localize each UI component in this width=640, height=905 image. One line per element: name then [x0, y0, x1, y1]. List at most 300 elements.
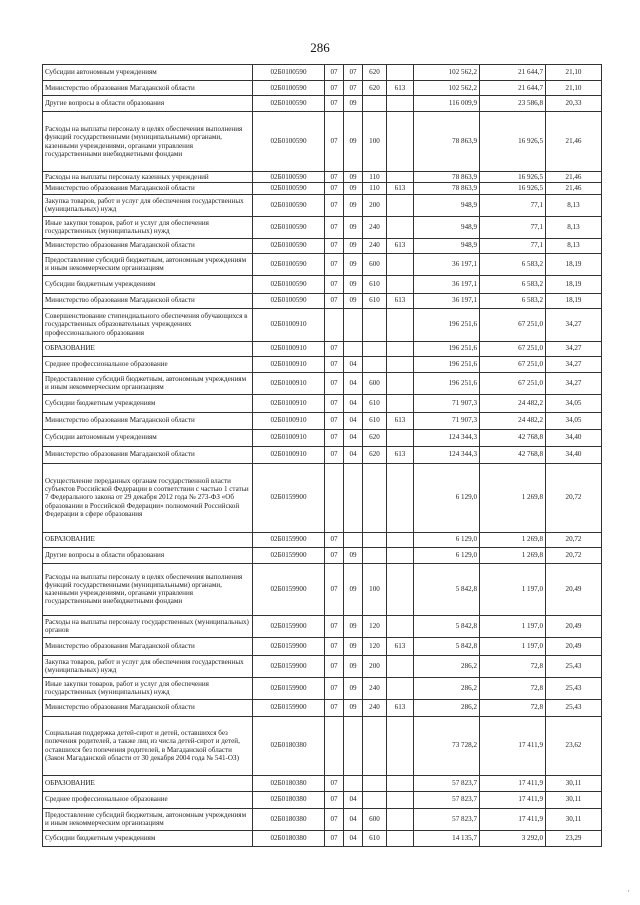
cell-subsection: 04 [344, 372, 363, 394]
cell-target-code: 02Б0100590 [253, 81, 325, 96]
cell-executed: 6 583,2 [480, 253, 546, 275]
cell-subsection [344, 775, 363, 791]
table-row [43, 341, 602, 356]
page-number: 286 [310, 40, 330, 55]
table-row [43, 183, 602, 194]
cell-subsection: 09 [344, 293, 363, 308]
cell-executed: 67 251,0 [480, 356, 546, 372]
cell-expense-type: 610 [363, 293, 387, 308]
cell-name: Среднее профессиональное образование [43, 791, 253, 808]
cell-section: 07 [325, 216, 344, 238]
cell-target-code: 02Б0180380 [253, 791, 325, 808]
table-row [43, 429, 602, 446]
cell-name: Субсидии бюджетным учреждениям [43, 394, 253, 412]
cell-admin-code [387, 275, 414, 293]
cell-percent: 20,33 [546, 96, 602, 112]
cell-subsection [344, 463, 363, 532]
cell-admin-code [387, 308, 414, 341]
cell-section: 07 [325, 532, 344, 547]
cell-name: Совершенствование стипендиального обеспечения обучающихся в государственных образовательных учреждениях профессионального образования [43, 308, 253, 341]
cell-expense-type: 610 [363, 394, 387, 412]
cell-name: Расходы на выплаты персоналу государственных (муниципальных) органов [43, 615, 253, 637]
cell-target-code: 02Б0100910 [253, 394, 325, 412]
table-row [43, 65, 602, 81]
cell-percent: 18,19 [546, 293, 602, 308]
cell-executed: 67 251,0 [480, 308, 546, 341]
cell-section: 07 [325, 96, 344, 112]
table-row [43, 532, 602, 547]
cell-planned: 286,2 [414, 677, 480, 699]
cell-section: 07 [325, 238, 344, 253]
table-row [43, 412, 602, 429]
cell-percent: 23,62 [546, 716, 602, 775]
cell-expense-type: 620 [363, 429, 387, 446]
cell-executed: 1 269,8 [480, 532, 546, 547]
cell-subsection: 04 [344, 412, 363, 429]
cell-executed: 77,1 [480, 238, 546, 253]
cell-name: Закупка товаров, работ и услуг для обеспечения государственных (муниципальных) нужд [43, 194, 253, 216]
cell-name: Субсидии бюджетным учреждениям [43, 830, 253, 846]
cell-expense-type: 610 [363, 830, 387, 846]
cell-target-code: 02Б0159900 [253, 532, 325, 547]
cell-expense-type [363, 341, 387, 356]
cell-expense-type [363, 96, 387, 112]
table-row [43, 615, 602, 637]
cell-expense-type: 240 [363, 677, 387, 699]
cell-target-code: 02Б0159900 [253, 699, 325, 716]
cell-section: 07 [325, 429, 344, 446]
cell-executed: 42 768,8 [480, 446, 546, 463]
cell-target-code: 02Б0180380 [253, 808, 325, 830]
cell-admin-code [387, 172, 414, 183]
cell-percent: 21,46 [546, 172, 602, 183]
cell-percent: 34,27 [546, 341, 602, 356]
cell-percent: 30,11 [546, 808, 602, 830]
cell-planned: 5 842,8 [414, 615, 480, 637]
cell-section: 07 [325, 699, 344, 716]
table-row [43, 194, 602, 216]
cell-planned: 948,9 [414, 216, 480, 238]
cell-executed: 17 411,9 [480, 716, 546, 775]
cell-name: ОБРАЗОВАНИЕ [43, 532, 253, 547]
cell-subsection: 09 [344, 615, 363, 637]
table-row [43, 356, 602, 372]
cell-section: 07 [325, 563, 344, 615]
cell-executed: 17 411,9 [480, 775, 546, 791]
cell-expense-type: 100 [363, 112, 387, 172]
table-row [43, 275, 602, 293]
cell-expense-type: 620 [363, 446, 387, 463]
cell-percent: 18,19 [546, 253, 602, 275]
cell-subsection: 04 [344, 394, 363, 412]
cell-section: 07 [325, 655, 344, 677]
cell-executed: 21 644,7 [480, 81, 546, 96]
cell-planned: 57 823,7 [414, 791, 480, 808]
cell-target-code: 02Б0100910 [253, 412, 325, 429]
cell-percent: 18,19 [546, 275, 602, 293]
cell-executed: 6 583,2 [480, 275, 546, 293]
cell-target-code: 02Б0159900 [253, 547, 325, 563]
cell-name: Расходы на выплаты персоналу в целях обеспечения выполнения функций государственными (муниципальными) органами, казенными учреждениями, органами управления государственными внебюджетными фондами [43, 112, 253, 172]
table-row [43, 216, 602, 238]
cell-target-code: 02Б0100910 [253, 446, 325, 463]
cell-name: Субсидии автономным учреждениям [43, 429, 253, 446]
table-row [43, 112, 602, 172]
cell-section: 07 [325, 808, 344, 830]
cell-subsection: 04 [344, 830, 363, 846]
cell-admin-code [387, 716, 414, 775]
cell-executed: 42 768,8 [480, 429, 546, 446]
cell-executed: 17 411,9 [480, 791, 546, 808]
cell-target-code: 02Б0159900 [253, 637, 325, 655]
cell-name: ОБРАЗОВАНИЕ [43, 341, 253, 356]
cell-planned: 14 135,7 [414, 830, 480, 846]
cell-expense-type [363, 716, 387, 775]
cell-admin-code [387, 463, 414, 532]
cell-name: Иные закупки товаров, работ и услуг для обеспечения государственных (муниципальных) нужд [43, 216, 253, 238]
cell-admin-code [387, 655, 414, 677]
cell-admin-code [387, 775, 414, 791]
cell-planned: 102 562,2 [414, 81, 480, 96]
cell-expense-type: 600 [363, 253, 387, 275]
cell-planned: 196 251,6 [414, 341, 480, 356]
cell-executed: 16 926,5 [480, 172, 546, 183]
cell-admin-code [387, 615, 414, 637]
cell-section: 07 [325, 547, 344, 563]
cell-target-code: 02Б0100590 [253, 172, 325, 183]
cell-admin-code [387, 216, 414, 238]
cell-target-code: 02Б0100590 [253, 96, 325, 112]
cell-subsection: 07 [344, 81, 363, 96]
cell-percent: 20,72 [546, 463, 602, 532]
cell-section [325, 716, 344, 775]
cell-percent: 34,27 [546, 356, 602, 372]
cell-name: Предоставление субсидий бюджетным, автономным учреждениям и иным некоммерческим организациям [43, 372, 253, 394]
cell-expense-type [363, 308, 387, 341]
cell-expense-type: 600 [363, 372, 387, 394]
cell-percent: 20,72 [546, 547, 602, 563]
cell-admin-code [387, 830, 414, 846]
cell-planned: 36 197,1 [414, 293, 480, 308]
cell-section: 07 [325, 65, 344, 81]
cell-percent: 34,05 [546, 412, 602, 429]
cell-planned: 124 344,3 [414, 429, 480, 446]
cell-target-code: 02Б0159900 [253, 563, 325, 615]
cell-section [325, 308, 344, 341]
cell-percent: 21,46 [546, 183, 602, 194]
cell-section: 07 [325, 112, 344, 172]
cell-target-code: 02Б0100910 [253, 308, 325, 341]
cell-subsection: 04 [344, 808, 363, 830]
cell-planned: 5 842,8 [414, 637, 480, 655]
cell-section: 07 [325, 677, 344, 699]
cell-planned: 286,2 [414, 699, 480, 716]
cell-section: 07 [325, 830, 344, 846]
cell-expense-type: 200 [363, 194, 387, 216]
cell-admin-code [387, 394, 414, 412]
cell-target-code: 02Б0100590 [253, 183, 325, 194]
cell-percent: 23,29 [546, 830, 602, 846]
cell-percent: 21,10 [546, 65, 602, 81]
cell-percent: 20,49 [546, 615, 602, 637]
table-row [43, 808, 602, 830]
cell-expense-type: 200 [363, 655, 387, 677]
cell-section: 07 [325, 341, 344, 356]
cell-section: 07 [325, 293, 344, 308]
cell-executed: 67 251,0 [480, 341, 546, 356]
cell-expense-type [363, 791, 387, 808]
cell-subsection: 09 [344, 112, 363, 172]
cell-expense-type [363, 547, 387, 563]
cell-subsection: 09 [344, 655, 363, 677]
table-row [43, 372, 602, 394]
cell-section: 07 [325, 775, 344, 791]
cell-target-code: 02Б0100910 [253, 429, 325, 446]
cell-name: ОБРАЗОВАНИЕ [43, 775, 253, 791]
cell-section: 07 [325, 172, 344, 183]
cell-expense-type: 240 [363, 216, 387, 238]
table-row [43, 677, 602, 699]
cell-planned: 78 863,9 [414, 183, 480, 194]
cell-percent: 34,05 [546, 394, 602, 412]
cell-section: 07 [325, 637, 344, 655]
cell-name: Министерство образования Магаданской области [43, 293, 253, 308]
cell-planned: 196 251,6 [414, 372, 480, 394]
cell-admin-code: 613 [387, 446, 414, 463]
cell-name: Социальная поддержка детей-сирот и детей, оставшихся без попечения родителей, а также лиц из числа детей-сирот и детей, оставшихся без попечения родителей, в Магаданской области (Закон Магаданской области от 30 декабря 2004 года № 541-ОЗ) [43, 716, 253, 775]
table-row [43, 655, 602, 677]
table-row [43, 308, 602, 341]
cell-planned: 71 907,3 [414, 412, 480, 429]
cell-percent: 8,13 [546, 238, 602, 253]
cell-name: Министерство образования Магаданской области [43, 183, 253, 194]
cell-executed: 17 411,9 [480, 808, 546, 830]
budget-table [42, 64, 602, 847]
cell-name: Иные закупки товаров, работ и услуг для обеспечения государственных (муниципальных) нужд [43, 677, 253, 699]
cell-executed: 24 482,2 [480, 412, 546, 429]
cell-subsection: 09 [344, 238, 363, 253]
cell-section: 07 [325, 394, 344, 412]
table-row [43, 293, 602, 308]
cell-admin-code: 613 [387, 412, 414, 429]
cell-expense-type: 620 [363, 65, 387, 81]
cell-percent: 34,27 [546, 372, 602, 394]
cell-subsection [344, 716, 363, 775]
cell-percent: 20,72 [546, 532, 602, 547]
cell-percent: 34,40 [546, 446, 602, 463]
cell-expense-type: 120 [363, 637, 387, 655]
table-row [43, 463, 602, 532]
table-row [43, 775, 602, 791]
cell-admin-code [387, 372, 414, 394]
cell-expense-type: 240 [363, 699, 387, 716]
cell-name: Среднее профессиональное образование [43, 356, 253, 372]
cell-subsection: 04 [344, 446, 363, 463]
table-row [43, 716, 602, 775]
cell-percent: 34,27 [546, 308, 602, 341]
cell-section: 07 [325, 183, 344, 194]
cell-executed: 1 197,0 [480, 563, 546, 615]
cell-percent: 20,49 [546, 637, 602, 655]
table-row [43, 547, 602, 563]
cell-planned: 196 251,6 [414, 356, 480, 372]
cell-planned: 116 009,9 [414, 96, 480, 112]
cell-expense-type: 610 [363, 275, 387, 293]
cell-executed: 77,1 [480, 194, 546, 216]
cell-name: Предоставление субсидий бюджетным, автономным учреждениям и иным некоммерческим организациям [43, 808, 253, 830]
cell-subsection: 09 [344, 183, 363, 194]
cell-target-code: 02Б0159900 [253, 463, 325, 532]
cell-admin-code [387, 791, 414, 808]
cell-executed: 77,1 [480, 216, 546, 238]
table-row [43, 637, 602, 655]
cell-target-code: 02Б0100590 [253, 216, 325, 238]
table-row [43, 791, 602, 808]
cell-admin-code: 613 [387, 293, 414, 308]
cell-target-code: 02Б0100590 [253, 65, 325, 81]
cell-expense-type: 110 [363, 183, 387, 194]
cell-planned: 57 823,7 [414, 775, 480, 791]
cell-admin-code [387, 563, 414, 615]
cell-executed: 1 269,8 [480, 463, 546, 532]
cell-expense-type: 120 [363, 615, 387, 637]
cell-subsection [344, 532, 363, 547]
cell-subsection: 09 [344, 637, 363, 655]
cell-target-code: 02Б0159900 [253, 677, 325, 699]
cell-target-code: 02Б0100590 [253, 275, 325, 293]
cell-target-code: 02Б0159900 [253, 615, 325, 637]
cell-subsection: 09 [344, 677, 363, 699]
cell-expense-type [363, 532, 387, 547]
table-row [43, 253, 602, 275]
cell-executed: 16 926,5 [480, 112, 546, 172]
table-row [43, 394, 602, 412]
cell-percent: 21,46 [546, 112, 602, 172]
cell-target-code: 02Б0100910 [253, 341, 325, 356]
cell-target-code: 02Б0100590 [253, 194, 325, 216]
cell-percent: 20,49 [546, 563, 602, 615]
cell-admin-code: 613 [387, 699, 414, 716]
cell-subsection: 04 [344, 429, 363, 446]
cell-percent: 30,11 [546, 791, 602, 808]
cell-planned: 6 129,0 [414, 532, 480, 547]
cell-admin-code: 613 [387, 81, 414, 96]
cell-executed: 16 926,5 [480, 183, 546, 194]
table-row [43, 446, 602, 463]
cell-planned: 102 562,2 [414, 65, 480, 81]
footer-mark: · [627, 887, 630, 897]
cell-target-code: 02Б0180380 [253, 775, 325, 791]
cell-percent: 25,43 [546, 699, 602, 716]
cell-name: Предоставление субсидий бюджетным, автономным учреждениям и иным некоммерческим организациям [43, 253, 253, 275]
cell-executed: 23 586,8 [480, 96, 546, 112]
cell-name: Другие вопросы в области образования [43, 96, 253, 112]
cell-percent: 8,13 [546, 194, 602, 216]
cell-percent: 25,43 [546, 655, 602, 677]
cell-section: 07 [325, 194, 344, 216]
cell-planned: 36 197,1 [414, 275, 480, 293]
cell-planned: 6 129,0 [414, 463, 480, 532]
cell-section: 07 [325, 253, 344, 275]
cell-subsection: 09 [344, 194, 363, 216]
cell-expense-type [363, 775, 387, 791]
cell-admin-code [387, 194, 414, 216]
table-body [43, 65, 602, 847]
cell-executed: 1 197,0 [480, 637, 546, 655]
table-row [43, 563, 602, 615]
cell-admin-code: 613 [387, 183, 414, 194]
cell-subsection: 09 [344, 275, 363, 293]
cell-planned: 6 129,0 [414, 547, 480, 563]
cell-planned: 78 863,9 [414, 112, 480, 172]
cell-expense-type: 240 [363, 238, 387, 253]
cell-subsection: 09 [344, 699, 363, 716]
cell-executed: 1 197,0 [480, 615, 546, 637]
cell-subsection: 09 [344, 172, 363, 183]
cell-name: Министерство образования Магаданской области [43, 81, 253, 96]
cell-target-code: 02Б0100590 [253, 253, 325, 275]
cell-executed: 21 644,7 [480, 65, 546, 81]
cell-subsection: 09 [344, 216, 363, 238]
cell-percent: 21,10 [546, 81, 602, 96]
cell-percent: 25,43 [546, 677, 602, 699]
cell-section: 07 [325, 81, 344, 96]
cell-admin-code [387, 808, 414, 830]
cell-name: Министерство образования Магаданской области [43, 637, 253, 655]
cell-expense-type: 600 [363, 808, 387, 830]
cell-executed: 72,8 [480, 655, 546, 677]
cell-expense-type [363, 463, 387, 532]
cell-admin-code [387, 253, 414, 275]
cell-admin-code [387, 356, 414, 372]
cell-expense-type: 620 [363, 81, 387, 96]
cell-section: 07 [325, 372, 344, 394]
cell-subsection: 09 [344, 547, 363, 563]
cell-name: Субсидии автономным учреждениям [43, 65, 253, 81]
cell-name: Другие вопросы в области образования [43, 547, 253, 563]
cell-subsection: 04 [344, 356, 363, 372]
cell-name: Министерство образования Магаданской области [43, 412, 253, 429]
cell-target-code: 02Б0100590 [253, 293, 325, 308]
cell-planned: 73 728,2 [414, 716, 480, 775]
cell-admin-code [387, 429, 414, 446]
cell-executed: 1 269,8 [480, 547, 546, 563]
cell-subsection [344, 308, 363, 341]
cell-admin-code [387, 65, 414, 81]
cell-executed: 72,8 [480, 699, 546, 716]
cell-executed: 3 292,0 [480, 830, 546, 846]
cell-section: 07 [325, 446, 344, 463]
cell-name: Осуществление переданных органам государственной власти субъектов Российской Федерации в соответствии с частью 1 статьи 7 Федерального закона от 29 декабря 2012 года № 273-ФЗ «Об образовании в Российской Федерации» полномочий Российской Федерации в сфере образования [43, 463, 253, 532]
cell-subsection: 09 [344, 96, 363, 112]
cell-admin-code [387, 112, 414, 172]
cell-planned: 948,9 [414, 238, 480, 253]
table-row [43, 172, 602, 183]
cell-target-code: 02Б0100590 [253, 112, 325, 172]
cell-planned: 948,9 [414, 194, 480, 216]
cell-name: Субсидии бюджетным учреждениям [43, 275, 253, 293]
cell-admin-code [387, 547, 414, 563]
cell-executed: 72,8 [480, 677, 546, 699]
cell-executed: 24 482,2 [480, 394, 546, 412]
cell-name: Расходы на выплаты персоналу в целях обеспечения выполнения функций государственными (муниципальными) органами, казенными учреждениями, органами управления государственными внебюджетными фондами [43, 563, 253, 615]
cell-section: 07 [325, 356, 344, 372]
cell-expense-type [363, 356, 387, 372]
cell-admin-code [387, 677, 414, 699]
cell-planned: 286,2 [414, 655, 480, 677]
cell-admin-code [387, 341, 414, 356]
cell-planned: 196 251,6 [414, 308, 480, 341]
